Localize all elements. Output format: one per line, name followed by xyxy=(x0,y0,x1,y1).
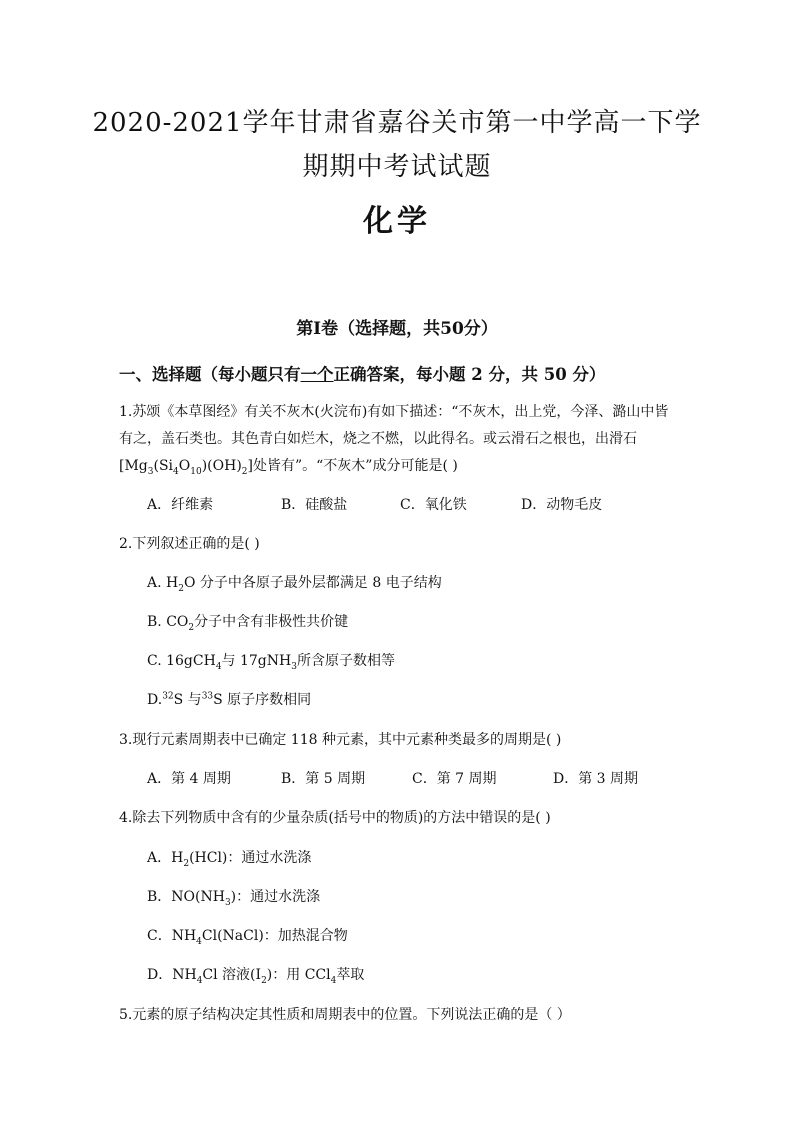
section-heading-post: 正确答案，每小题 2 分，共 50 分） xyxy=(333,365,606,384)
q1-option-d: D．动物毛皮 xyxy=(521,497,603,513)
section-heading xyxy=(119,361,605,385)
q4-option-c: C．$NH_4Cl(NaCl)$：加热混合物 xyxy=(147,928,348,947)
q1-line2: 有之，盖石类也。其色青白如烂木，烧之不燃，以此得名。或云滑石之根也，出滑石 xyxy=(119,431,637,447)
section-heading-underlined: 一个 xyxy=(300,365,334,384)
q4-option-b: B．$NO(NH_3)$：通过水洗涤 xyxy=(147,889,321,908)
q3-option-a: A．第 4 周期 xyxy=(147,771,231,787)
q1-option-c: C．氧化铁 xyxy=(400,497,467,513)
q1-option-b: B．硅酸盐 xyxy=(281,497,348,513)
q2-option-b: B. $CO_2$分子中含有非极性共价键 xyxy=(147,614,349,633)
q3-option-d: D．第 3 周期 xyxy=(553,771,639,787)
q5-stem: 5.元素的原子结构决定其性质和周期表中的位置。下列说法正确的是（ ） xyxy=(119,1007,571,1023)
q1-line1: 1.苏颂《本草图经》有关不灰木(火浣布)有如下描述：“不灰木，出上党，今泽、潞山中皆 xyxy=(119,404,669,420)
q4-option-a: A．$H_2(HCl)$：通过水洗涤 xyxy=(147,850,312,869)
q2-option-d: D.$^{32}$S 与$^{33}$S 原子序数相同 xyxy=(147,691,312,708)
q2-stem: 2.下列叙述正确的是( ) xyxy=(119,536,260,552)
exam-title-line2: 期期中考试试题 xyxy=(302,152,492,182)
q3-option-c: C．第 7 周期 xyxy=(412,771,497,787)
q3-option-b: B．第 5 周期 xyxy=(281,771,366,787)
q1-option-a: A．纤维素 xyxy=(147,497,214,513)
q2-option-c: C. 16gCH$_4$与 17gNH$_3$所含原子数相等 xyxy=(147,653,395,672)
q2-option-a: A. $H_2O$ 分子中各原子最外层都满足 8 电子结构 xyxy=(147,575,442,594)
subject-title: 化学 xyxy=(363,204,431,239)
q3-stem: 3.现行元素周期表中已确定 118 种元素，其中元素种类最多的周期是( ) xyxy=(119,732,562,748)
q4-option-d: D．$NH_4Cl$ 溶液$(I_2)$：用 CCl$_4$萃取 xyxy=(147,967,365,986)
q4-stem: 4.除去下列物质中含有的少量杂质(括号中的物质)的方法中错误的是( ) xyxy=(119,810,551,826)
volume-heading: 第Ⅰ卷（选择题，共50分） xyxy=(296,319,498,339)
exam-title-line1: 2020-2021学年甘肃省嘉谷关市第一中学高一下学 xyxy=(92,108,702,138)
section-heading-pre: 一、选择题（每小题只有 xyxy=(119,365,301,384)
q1-line3: $[Mg_3(Si_4O_{10})(OH)_2]$处皆有”。“不灰木”成分可能是( ) xyxy=(119,458,458,477)
